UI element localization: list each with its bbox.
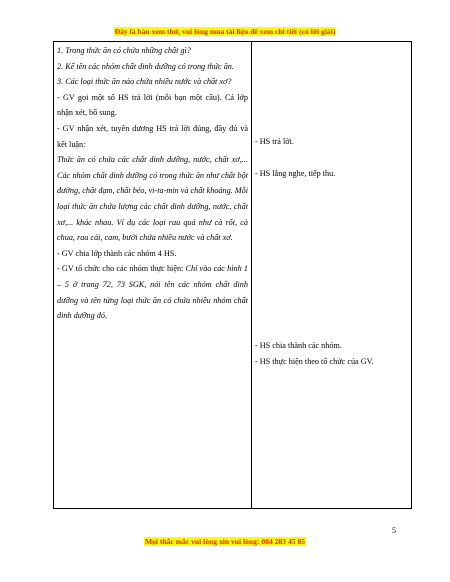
student-response-3: - HS chia thành các nhóm. [255, 341, 342, 350]
student-activities-cell [252, 42, 412, 509]
page-number: 5 [392, 526, 396, 535]
contact-footer: Mọi thắc mắc vui lòng xin vui lòng: 084 283 45 85 [144, 537, 306, 546]
teacher-activities-cell [54, 42, 252, 509]
task-intro: - GV tổ chức cho các nhóm thực hiện: [57, 264, 186, 274]
question-2: 2. Kể tên các nhóm chất dinh dưỡng có trong thức ăn. [57, 61, 234, 71]
lesson-table [53, 41, 412, 509]
student-response-2: - HS lắng nghe, tiếp thu. [255, 169, 336, 178]
question-1: 1. Trong thức ăn có chứa những chất gì? [57, 46, 191, 55]
question-3: 3. Các loại thức ăn nào chứa nhiều nước và chất xơ? [57, 77, 232, 87]
task-detail: Chỉ vào các hình 1 – 5 ở trang 72, 73 SGK, nói tên các nhóm chất dinh dưỡng và tên từng loại thức ăn có chứa nhiều nhóm chất dinh dưỡng đó. [57, 264, 248, 321]
teacher-step-groups: - GV chia lớp thành các nhóm 4 HS. [57, 248, 177, 258]
teacher-step-task [57, 261, 248, 323]
student-response-4: - HS thực hiện theo tổ chức của GV. [255, 357, 374, 366]
table-row [54, 42, 412, 509]
teacher-step-call: - GV gọi một số HS trả lời (mỗi bạn một câu). Cả lớp nhận xét, bổ sung. [57, 92, 248, 118]
student-response-1: - HS trả lời. [255, 137, 294, 146]
conclusion-text: Thức ăn có chứa các chất dinh dưỡng, nước, chất xơ,... Các nhóm chất dinh dưỡng có trong thức ăn như chất bột đường, chất đạm, chất béo, vi-ta-min và chất khoáng. Mỗi loại thức ăn chứa lượng các chất dinh dưỡng, nước, chất xơ,... khác nhau. Ví dụ các loại rau quả như cà rốt, cà chua, rau cải, cam, bưởi chứa nhiều nước và chất xơ. [57, 155, 248, 243]
preview-banner: Đây là bản xem thử, vui lòng mua tài liệu để xem chi tiết (có lời giải) [114, 27, 336, 36]
teacher-step-conclude: - GV nhận xét, tuyên dương HS trả lời đúng, đầy đủ và kết luận: [57, 123, 248, 149]
